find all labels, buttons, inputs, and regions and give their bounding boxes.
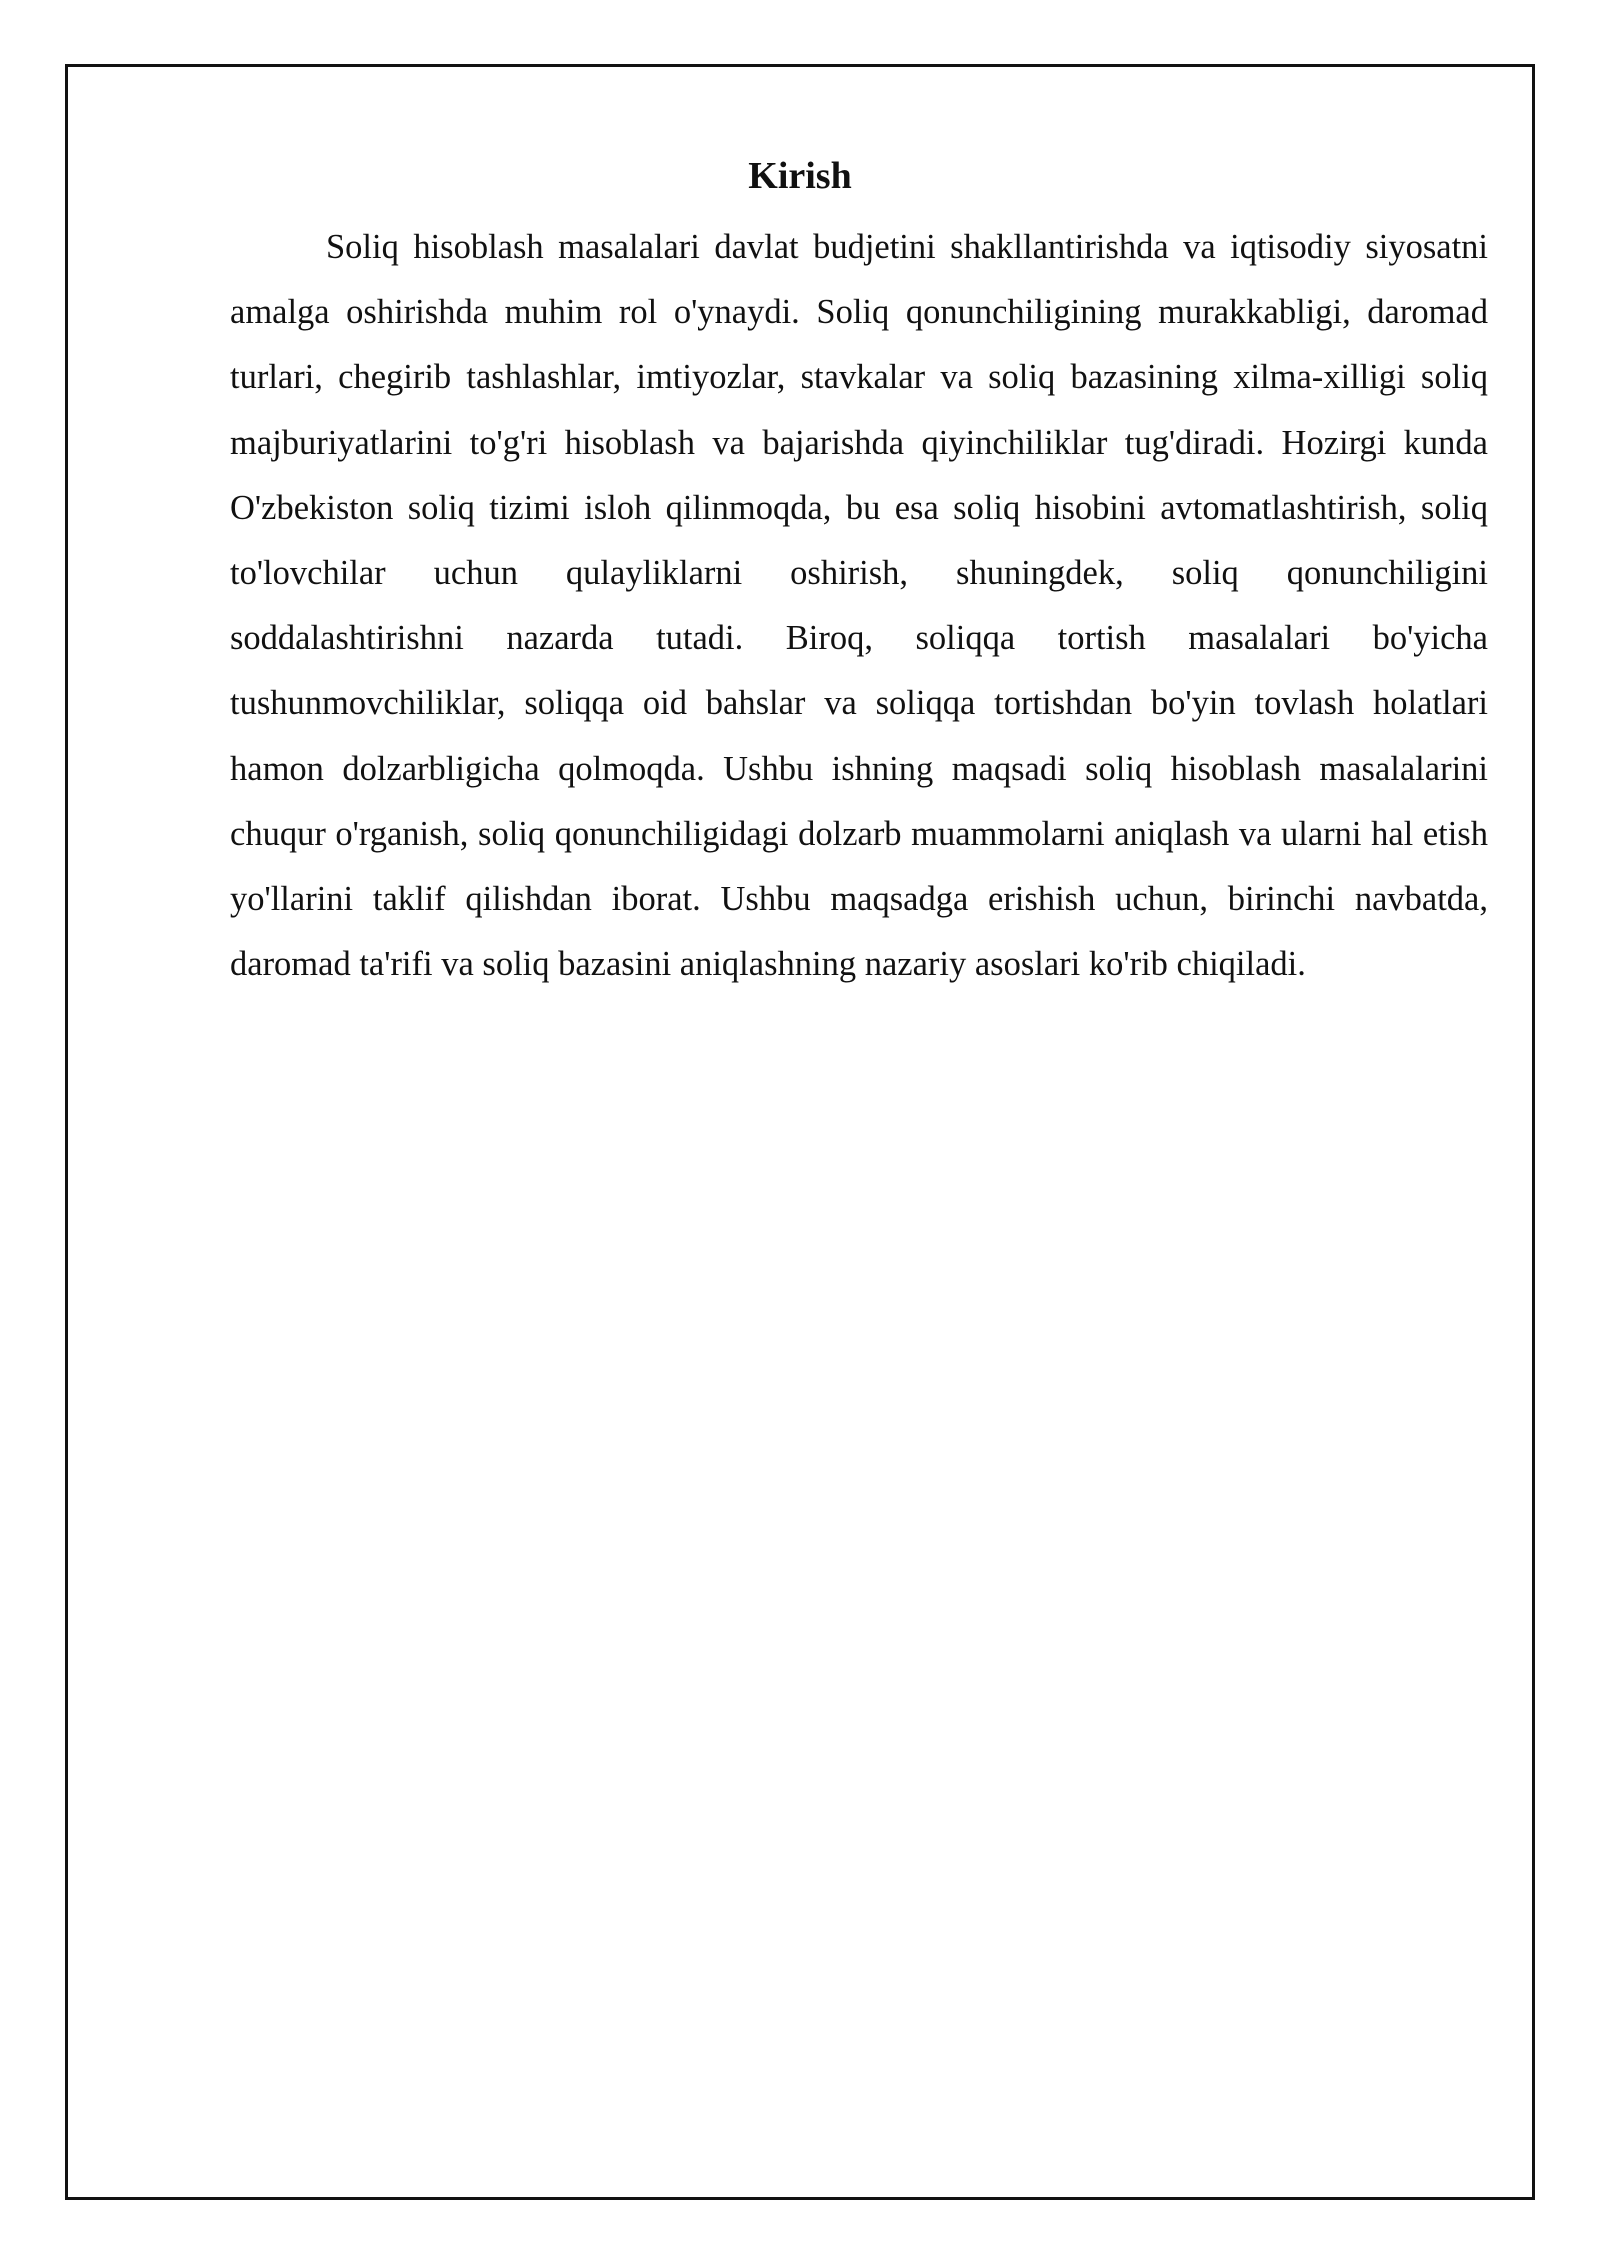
page-title: Kirish [748,155,852,197]
body-paragraph: Soliq hisoblash masalalari davlat budjetini shakllantirishda va iqtisodiy siyosatni amalga oshirishda muhim rol o'ynaydi. Soliq qonunchiligining murakkabligi, daromad turlari, chegirib tashlashlar, imtiyozlar, stavkalar va soliq bazasining xilma-xilligi soliq majburiyatlarini to'g'ri hisoblash va bajarishda qiyinchiliklar tug'diradi. Hozirgi kunda O'zbekiston soliq tizimi isloh qilinmoqda, bu esa soliq hisobini avtomatlashtirish, soliq to'lovchilar uchun qulayliklarni oshirish, shuningdek, soliq qonunchiligini soddalashtirishni nazarda tutadi. Biroq, soliqqa tortish masalalari bo'yicha tushunmovchiliklar, soliqqa oid bahslar va soliqqa tortishdan bo'yin tovlash holatlari hamon dolzarbligicha qolmoqda. Ushbu ishning maqsadi soliq hisoblash masalalarini chuqur o'rganish, soliq qonunchiligidagi dolzarb muammolarni aniqlash va ularni hal etish yo'llarini taklif qilishdan iborat. Ushbu maqsadga erishish uchun, birinchi navbatda, daromad ta'rifi va soliq bazasini aniqlashning nazariy asoslari ko'rib chiqiladi. [230,228,1488,984]
